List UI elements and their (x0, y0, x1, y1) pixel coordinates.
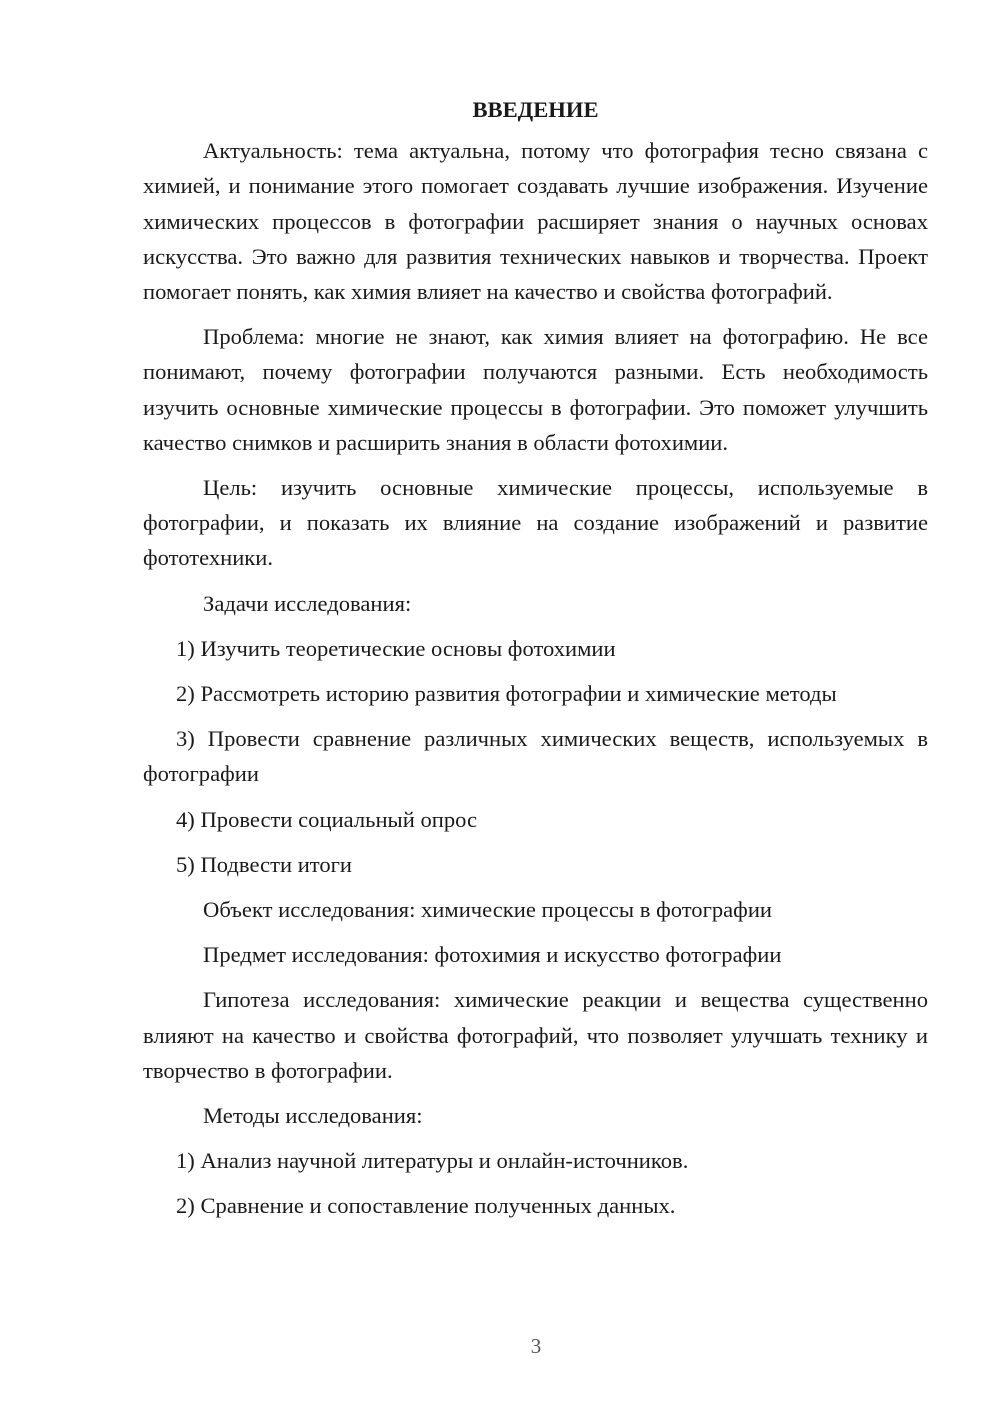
methods-heading: Методы исследования: (203, 1103, 423, 1129)
document-page (143, 92, 928, 1234)
task-item: 2) Рассмотреть историю развития фотографии и химические методы (176, 681, 837, 707)
task-item: 3) Провести сравнение различных химических веществ, используемых в фотографии (143, 726, 928, 787)
task-item: 5) Подвести итоги (176, 851, 353, 877)
method-item: 1) Анализ научной литературы и онлайн-источников. (176, 1148, 689, 1174)
relevance-paragraph: Актуальность: тема актуальна, потому что фотография тесно связана с химией, и понимание этого помогает создавать лучшие изображения. Изучение химических процессов в фотографии расширяет знания о научных основах искусства. Это важно для развития технических навыков и творчества. Проект помогает понять, как химия влияет на качество и свойства фотографий. (143, 138, 928, 305)
task-item: 4) Провести социальный опрос (176, 806, 478, 832)
page-number: 3 (530, 1334, 542, 1358)
problem-paragraph: Проблема: многие не знают, как химия влияет на фотографию. Не все понимают, почему фотографии получаются разными. Есть необходимость изучить основные химические процессы в фотографии. Это поможет улучшить качество снимков и расширить знания в области фотохимии. (143, 324, 928, 455)
page-title: ВВЕДЕНИЕ (472, 97, 599, 122)
research-subject: Предмет исследования: фотохимия и искусство фотографии (203, 942, 782, 968)
task-item: 1) Изучить теоретические основы фотохимии (176, 635, 616, 661)
method-item: 2) Сравнение и сопоставление полученных данных. (176, 1193, 676, 1219)
hypothesis-paragraph: Гипотеза исследования: химические реакции и вещества существенно влияют на качество и свойства фотографий, что позволяет улучшать технику и творчество в фотографии. (143, 987, 928, 1083)
research-object: Объект исследования: химические процессы в фотографии (203, 897, 773, 923)
tasks-heading: Задачи исследования: (203, 590, 412, 616)
goal-paragraph: Цель: изучить основные химические процессы, используемые в фотографии, и показать их влияние на создание изображений и развитие фототехники. (143, 475, 928, 571)
